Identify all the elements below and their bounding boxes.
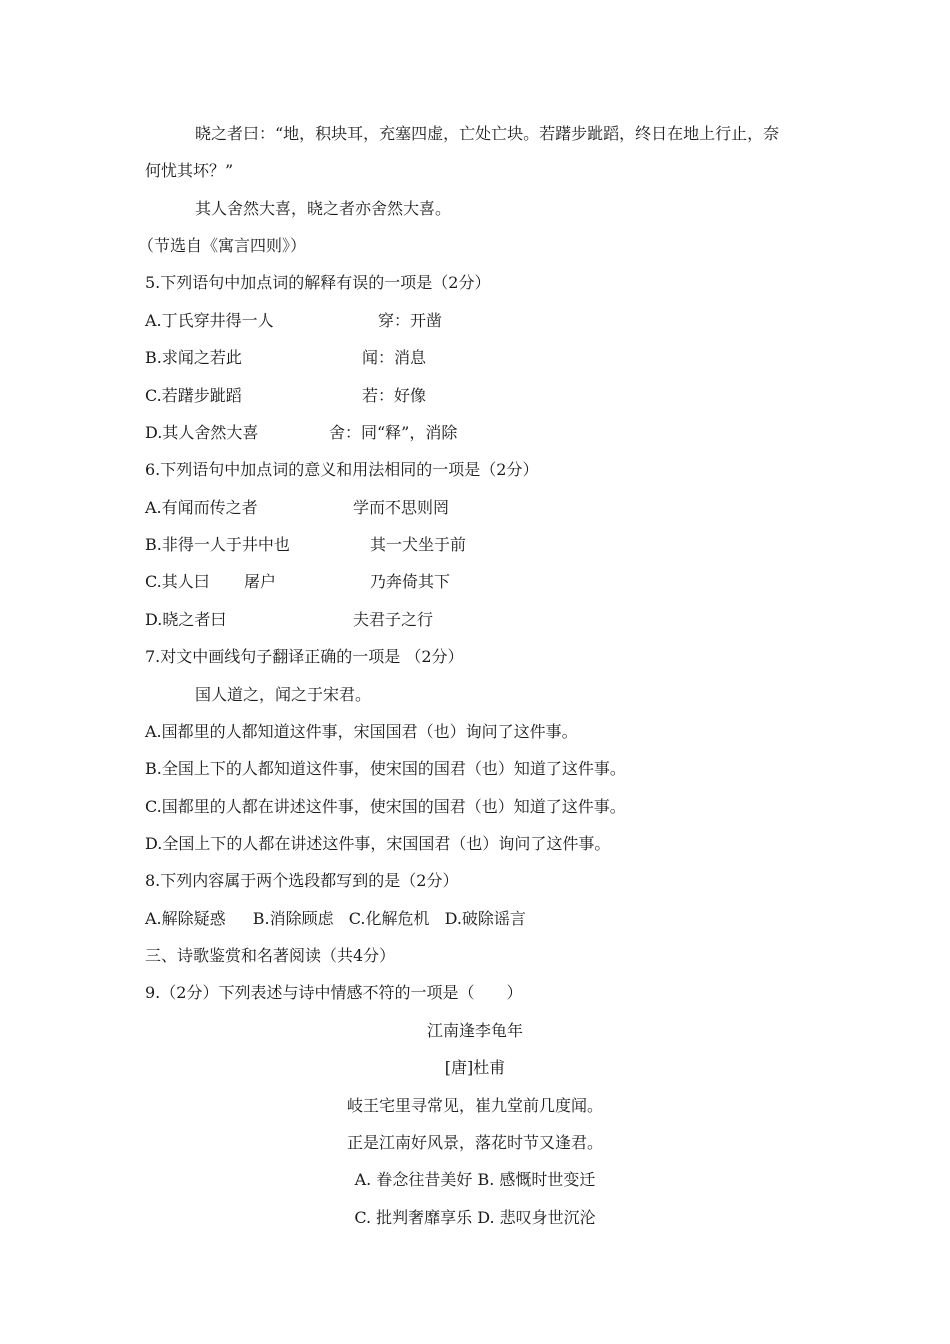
question-8-option-a: A.解除疑惑	[145, 909, 226, 928]
section-3-heading: 三、诗歌鉴赏和名著阅读（共4分）	[145, 946, 396, 965]
question-6-option-b-pair: 其一犬坐于前	[370, 535, 467, 554]
question-5-stem: 5.下列语句中加点词的解释有误的一项是（2分）	[145, 273, 491, 292]
question-7-option-d: D.全国上下的人都在讲述这件事，宋国国君（也）询问了这件事。	[145, 834, 611, 853]
question-9-stem: 9.（2分）下列表述与诗中情感不符的一项是（ ）	[145, 983, 523, 1002]
question-6-stem: 6.下列语句中加点词的意义和用法相同的一项是（2分）	[145, 460, 539, 479]
question-8-option-c: C.化解危机	[348, 909, 430, 928]
question-6-option-a-pair: 学而不思则罔	[353, 498, 450, 517]
question-6-option-d-pair: 夫君子之行	[353, 610, 434, 629]
question-5-option-a-gloss: 穿：开凿	[378, 311, 443, 330]
question-5-option-d-gloss: 舍：同“释”，消除	[329, 423, 458, 442]
question-7-option-a: A.国都里的人都知道这件事，宋国国君（也）询问了这件事。	[145, 722, 578, 741]
question-6-option-d: D.晓之者曰	[145, 610, 227, 629]
question-8-stem: 8.下列内容属于两个选段都写到的是（2分）	[145, 871, 459, 890]
question-5-option-d: D.其人舍然大喜	[145, 423, 259, 442]
question-8-option-d: D.破除谣言	[444, 909, 526, 928]
passage-paragraph-1-line-2: 何忧其坏？”	[145, 161, 234, 180]
question-9-options-row-2: C. 批判奢靡享乐 D. 悲叹身世沉沦	[354, 1208, 596, 1227]
question-6-option-c-mid: 屠户	[244, 572, 277, 591]
passage-source: （节选自《寓言四则》）	[138, 236, 307, 255]
question-5-option-b-gloss: 闻：消息	[362, 348, 427, 367]
question-5-option-a: A.丁氏穿井得一人	[145, 311, 274, 330]
poem-author: [唐]杜甫	[444, 1058, 506, 1077]
question-6-option-b: B.非得一人于井中也	[145, 535, 290, 554]
question-7-option-b: B.全国上下的人都知道这件事，使宋国的国君（也）知道了这件事。	[145, 759, 626, 778]
poem-line-2: 正是江南好风景，落花时节又逢君。	[346, 1133, 603, 1152]
question-5-option-c-gloss: 若：好像	[362, 386, 427, 405]
question-6-option-a: A.有闻而传之者	[145, 498, 258, 517]
question-6-option-c-pair: 乃奔倚其下	[370, 572, 451, 591]
question-9-options-row-1: A. 眷念往昔美好 B. 感慨时世变迁	[354, 1170, 596, 1189]
question-8-options	[145, 909, 526, 929]
question-7-sentence: 国人道之，闻之于宋君。	[195, 685, 372, 704]
question-5-option-c: C.若躇步跐蹈	[145, 386, 242, 405]
poem-line-1: 岐王宅里寻常见，崔九堂前几度闻。	[346, 1096, 603, 1115]
poem-title: 江南逢李龟年	[426, 1021, 523, 1040]
question-8-option-b: B.消除顾虑	[252, 909, 334, 928]
question-7-option-c: C.国都里的人都在讲述这件事，使宋国的国君（也）知道了这件事。	[145, 797, 626, 816]
question-7-stem: 7.对文中画线句子翻译正确的一项是 （2分）	[145, 647, 464, 666]
passage-paragraph-2: 其人舍然大喜，晓之者亦舍然大喜。	[195, 199, 452, 218]
passage-paragraph-1-line-1: 晓之者曰：“地，积块耳，充塞四虚，亡处亡块。若躇步跐蹈，终日在地上行止，奈	[195, 124, 780, 143]
question-6-option-c: C.其人曰	[145, 572, 210, 591]
question-5-option-b: B.求闻之若此	[145, 348, 242, 367]
